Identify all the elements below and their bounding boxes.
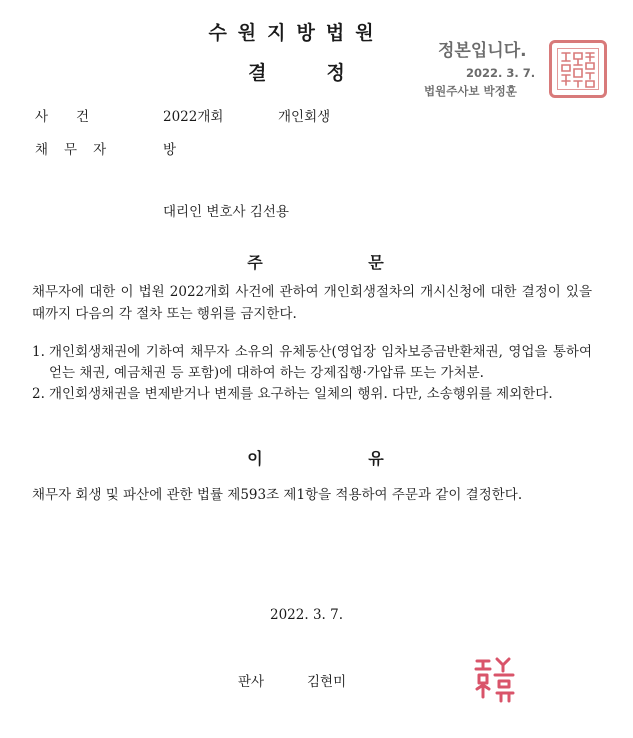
list-item-text: 개인회생채권에 기하여 채무자 소유의 유체동산(영업장 임차보증금반환채권, 영업을 통하여 얻는 채권, 예금채권 등 포함)에 대하여 하는 강제집행·가압류 또는 가처분. bbox=[49, 344, 592, 381]
certification-text: 정본입니다. bbox=[438, 41, 527, 61]
judge-name: 김현미 bbox=[307, 674, 347, 690]
list-item bbox=[32, 384, 592, 405]
signature-date: 2022. 3. 7. bbox=[270, 607, 343, 623]
debtor-name: 방 bbox=[163, 142, 177, 158]
list-item bbox=[32, 342, 592, 384]
reason-heading: 이 유 bbox=[247, 449, 434, 468]
court-name: 수원지방법원 bbox=[208, 22, 385, 44]
list-item-number: 1. bbox=[32, 344, 45, 360]
case-number: 2022개회 bbox=[163, 109, 224, 125]
list-item-number: 2. bbox=[32, 386, 45, 402]
judge-seal-icon bbox=[471, 653, 521, 705]
certification-date: 2022. 3. 7. bbox=[466, 66, 536, 80]
court-clerk-seal-icon bbox=[549, 40, 607, 98]
case-label: 사건 bbox=[35, 109, 118, 125]
order-intro: 채무자에 대한 이 법원 2022개회 사건에 관하여 개인회생절차의 개시신청에 대한 결정이 있을 때까지 다음의 각 절차 또는 행위를 금지한다. bbox=[32, 284, 592, 322]
judge-label: 판사 bbox=[238, 674, 265, 690]
debtor-label: 채무자 bbox=[35, 142, 123, 158]
case-name: 개인회생 bbox=[278, 109, 331, 125]
debtor-agent: 대리인 변호사 김선용 bbox=[163, 204, 289, 220]
reason-text: 채무자 회생 및 파산에 관한 법률 제593조 제1항을 적용하여 주문과 같이 결정한다. bbox=[32, 487, 523, 503]
list-item-text: 개인회생채권을 변제받거나 변제를 요구하는 일체의 행위. 다만, 소송행위를 제외한다. bbox=[49, 386, 553, 402]
certification-clerk: 법원주사보 박정훈 bbox=[424, 84, 517, 98]
document-type: 결정 bbox=[248, 62, 405, 84]
order-heading: 주 문 bbox=[247, 253, 434, 272]
